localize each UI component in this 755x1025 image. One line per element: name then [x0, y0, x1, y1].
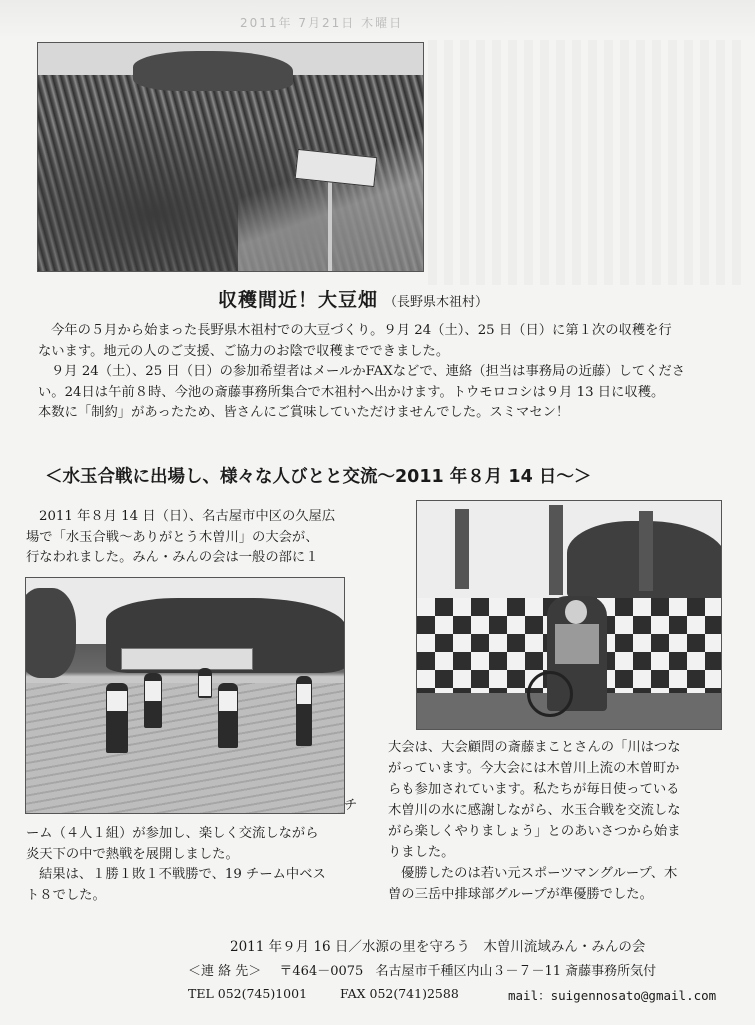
speech-stage-photo [416, 500, 722, 730]
article2-left-top [26, 507, 335, 569]
footer-contact-row [188, 960, 656, 979]
footer-address: 名古屋市千種区内山３－７－11 斎藤事務所気付 [375, 964, 657, 979]
footer-mail-link[interactable]: mail：suigennosato@gmail.com [508, 988, 717, 1003]
photo-person [218, 683, 238, 748]
article2-left-line: 場で「水玉合戦～ありがとう木曽川」の大会が、 [26, 529, 319, 545]
photo-banner [455, 509, 469, 589]
article1-title-text: 収穫間近！大豆畑 [218, 289, 379, 311]
article2-right-line: 優勝したのは若い元スポーツマングループ、木 [401, 866, 678, 881]
article2-right-line: がっています。今大会には木曽川上流の木曽町か [388, 761, 680, 776]
photo-tree-left [25, 588, 76, 678]
article1-line: ないます。地元の人のご支援、ご協力のお陰で収穫までできました。 [38, 343, 450, 359]
footer-tel: TEL 052(745)1001 [188, 986, 308, 1001]
photo-trees [133, 51, 293, 91]
article2-title: ＜水玉合戦に出場し、様々な人びとと交流～2011 年８月 14 日～＞ [45, 467, 592, 487]
bleed-through-strip [0, 0, 755, 40]
photo-tent [121, 648, 253, 670]
article2-right-line: 大会は、大会顧問の斎藤まことさんの「川はつな [388, 740, 681, 755]
article1-line: ９月 24（土）、25 日（日）の参加希望者はメールかFAXなどで、連絡（担当は事務局の近藤）してくださ [51, 364, 686, 379]
article2-left-line: ーム（４人１組）が参加し、楽しく交流しながら [26, 826, 319, 841]
article1-body [38, 321, 685, 424]
photo-banner [639, 511, 653, 591]
article2-right-line: りました。 [388, 845, 455, 860]
photo-person [106, 683, 128, 753]
article2-left-bottom [26, 824, 326, 906]
footer-postal: 〒464－0075 [279, 964, 364, 979]
article1-title [218, 285, 488, 312]
article1-line: い。24日は午前８時、今池の斎藤事務所集合で木祖村へ出かけます。トウモロコシは９月 13 日に収穫。 [38, 384, 665, 400]
photo-person [198, 668, 212, 698]
soybean-field-photo [37, 42, 424, 272]
article2-continuation-char: チ [344, 798, 358, 813]
article2-right-line: 木曽川の水に感謝しながら、水玉合戦を交流しな [388, 803, 681, 818]
article2-right-line: らも参加されています。私たちが毎日使っている [388, 782, 680, 797]
photo-person [144, 673, 162, 728]
water-battle-photo [25, 577, 345, 814]
photo-banner [549, 505, 563, 595]
photo-person [296, 676, 312, 746]
article2-left-line: ト８でした。 [26, 887, 106, 903]
footer-issue-line: 2011 年９月 16 日／水源の里を守ろう 木曽川流域みん・みんの会 [230, 939, 646, 955]
footer-fax: FAX 052(741)2588 [340, 986, 459, 1001]
article2-left-line: 結果は、１勝１敗１不戦勝で、19 チーム中ベス [39, 867, 326, 882]
article2-right-body [388, 737, 681, 905]
article1-title-location: （長野県木祖村） [384, 295, 489, 310]
footer-contact-label: ＜連 絡 先＞ [188, 964, 262, 979]
article2-right-line: 曽の三岳中排球部グループが準優勝でした。 [388, 887, 653, 902]
article1-line: 本数に「制約」があったため、皆さんにご賞味していただけませんでした。スミマセン！ [38, 405, 570, 420]
photo-sign-pole [328, 179, 332, 271]
bleed-through-text: 2011年 7月21日 木曜日 [240, 16, 404, 30]
bleed-through-columns [428, 40, 746, 285]
article2-left-line: 行なわれました。みん・みんの会は一般の部に１ [26, 550, 319, 565]
article1-line: 今年の５月から始まった長野県木祖村での大豆づくり。９月 24（土）、25 日（日）に第１次の収穫を行 [51, 323, 672, 338]
article2-left-line: 2011 年８月 14 日（日）、名古屋市中区の久屋広 [39, 509, 336, 524]
photo-wheelchair [527, 671, 573, 717]
article2-right-line: がら楽しくやりましょう」とのあいさつから始ま [388, 824, 681, 839]
article2-left-line: 炎天下の中で熱戦を展開しました。 [26, 846, 239, 862]
